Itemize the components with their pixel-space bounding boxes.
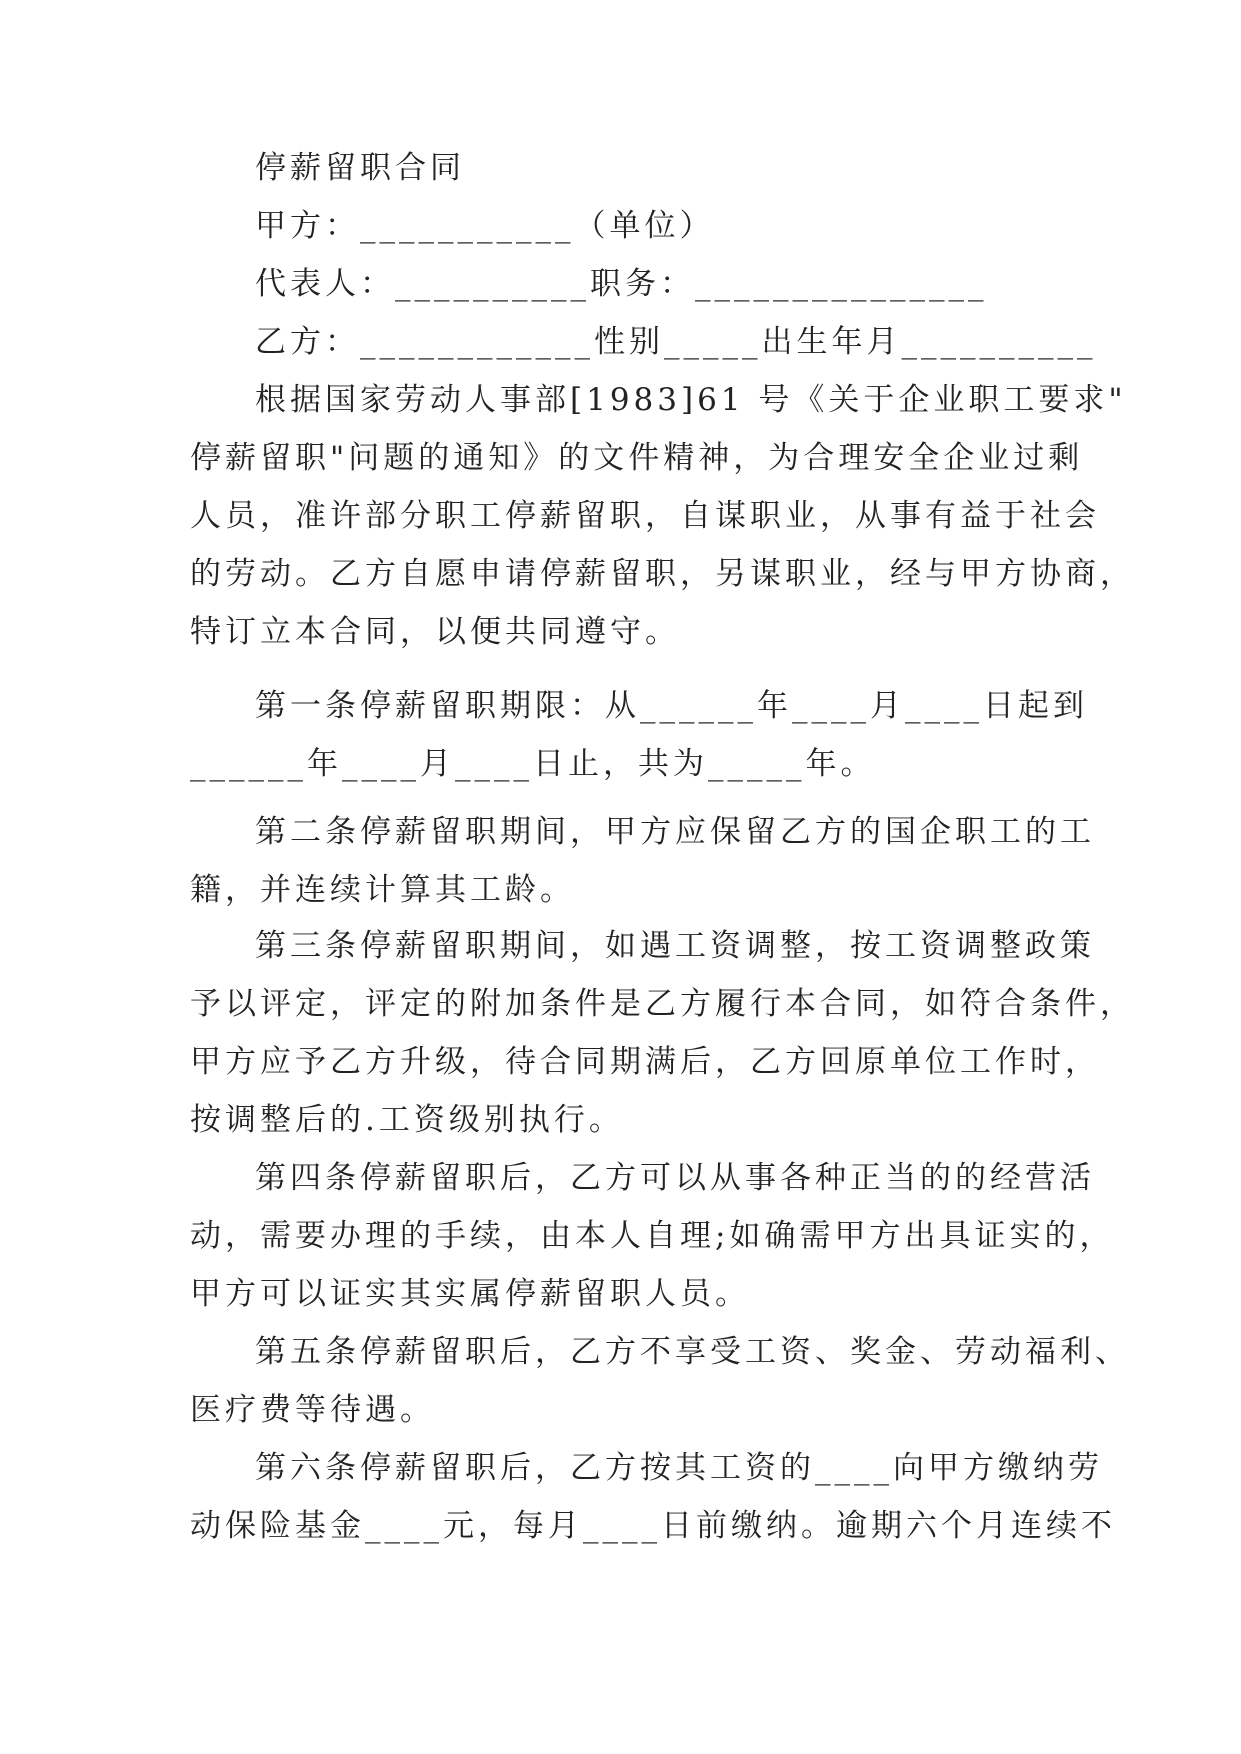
representative-line: 代表人：__________职务：_______________	[255, 266, 988, 302]
article-3-line: 甲方应予乙方升级，待合同期满后，乙方回原单位工作时，	[190, 1044, 1100, 1080]
preamble-line: 人员，准许部分职工停薪留职，自谋职业，从事有益于社会	[190, 498, 1100, 534]
party-a-line: 甲方：___________（单位）	[255, 208, 715, 244]
article-5-line: 医疗费等待遇。	[190, 1392, 435, 1428]
article-5-line: 第五条停薪留职后，乙方不享受工资、奖金、劳动福利、	[255, 1334, 1130, 1370]
article-1-line: ______年____月____日止，共为_____年。	[190, 746, 876, 782]
article-4-line: 甲方可以证实其实属停薪留职人员。	[190, 1276, 750, 1312]
document-title: 停薪留职合同	[255, 150, 465, 186]
article-2-line: 第二条停薪留职期间，甲方应保留乙方的国企职工的工	[255, 814, 1095, 850]
article-3-line: 第三条停薪留职期间，如遇工资调整，按工资调整政策	[255, 928, 1095, 964]
article-2-line: 籍，并连续计算其工龄。	[190, 872, 575, 908]
article-1-line: 第一条停薪留职期限：从______年____月____日起到	[255, 688, 1088, 724]
article-6-line: 第六条停薪留职后，乙方按其工资的____向甲方缴纳劳	[255, 1450, 1103, 1486]
party-b-line: 乙方：____________性别_____出生年月__________	[255, 324, 1097, 360]
preamble-line: 停薪留职"问题的通知》的文件精神，为合理安全企业过剩	[190, 440, 1084, 476]
article-4-line: 动，需要办理的手续，由本人自理;如确需甲方出具证实的，	[190, 1218, 1115, 1254]
preamble-line: 根据国家劳动人事部[1983]61 号《关于企业职工要求"	[255, 382, 1127, 418]
preamble-line: 特订立本合同，以便共同遵守。	[190, 614, 680, 650]
article-3-line: 按调整后的.工资级别执行。	[190, 1102, 624, 1138]
preamble-line: 的劳动。乙方自愿申请停薪留职，另谋职业，经与甲方协商，	[190, 556, 1135, 592]
article-6-line: 动保险基金____元，每月____日前缴纳。逾期六个月连续不	[190, 1508, 1116, 1544]
article-3-line: 予以评定，评定的附加条件是乙方履行本合同，如符合条件，	[190, 986, 1135, 1022]
article-4-line: 第四条停薪留职后，乙方可以从事各种正当的的经营活	[255, 1160, 1095, 1196]
